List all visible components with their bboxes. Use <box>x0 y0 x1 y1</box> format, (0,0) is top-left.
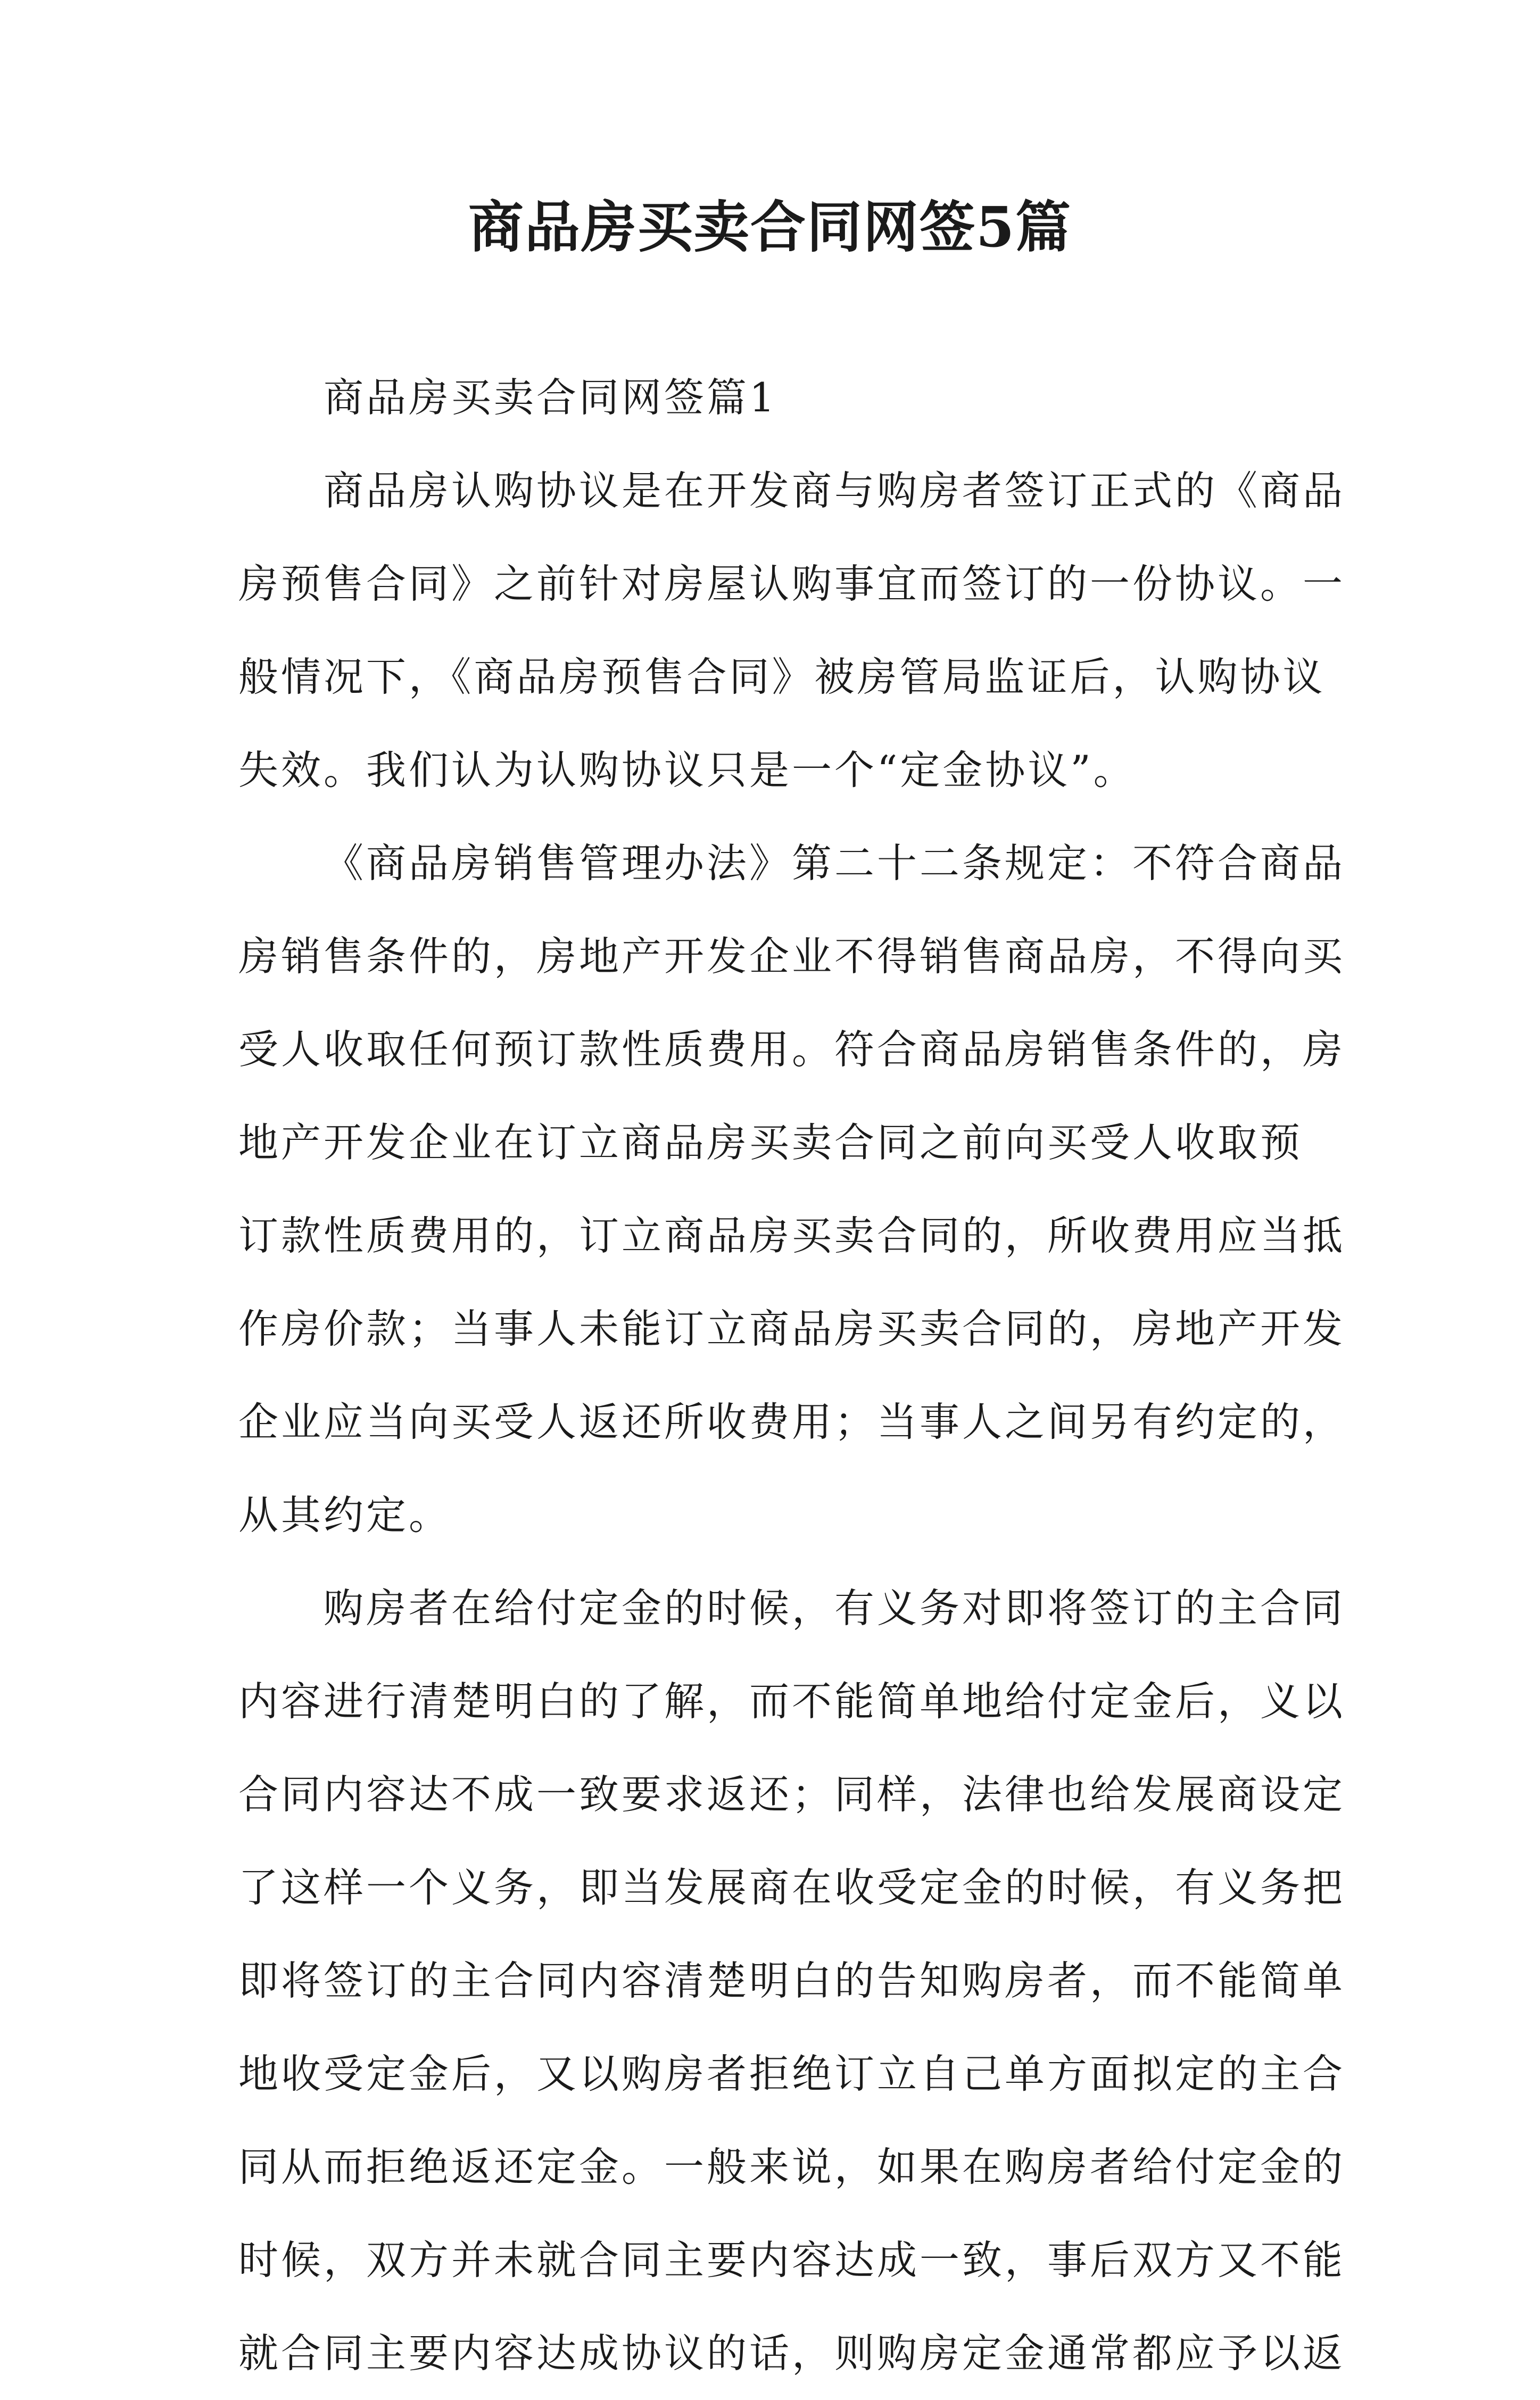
paragraph-line: 地收受定金后，又以购房者拒绝订立自己单方面拟定的主合 <box>238 2050 1346 2097</box>
paragraph-line: 购房者在给付定金的时候，有义务对即将签订的主合同 <box>324 1585 1346 1632</box>
document-title: 商品房买卖合同网签5篇 <box>468 194 1072 260</box>
paragraph-line: 企业应当向买受人返还所收费用；当事人之间另有约定的， <box>238 1398 1346 1445</box>
paragraph-line: 房销售条件的，房地产开发企业不得销售商品房，不得向买 <box>238 933 1346 980</box>
paragraph-3 <box>238 1562 1346 2400</box>
paragraph-line: 《商品房销售管理办法》第二十二条规定：不符合商品 <box>324 840 1346 887</box>
paragraph-line: 房预售合同》之前针对房屋认购事宜而签订的一份协议。一 <box>238 560 1346 607</box>
paragraph-line: 从其约定。 <box>238 1492 452 1538</box>
paragraph-line: 了这样一个义务，即当发展商在收受定金的时候，有义务把 <box>238 1864 1346 1911</box>
paragraph-line: 般情况下，《商品房预售合同》被房管局监证后，认购协议 <box>238 653 1326 700</box>
paragraph-line: 内容进行清楚明白的了解，而不能简单地给付定金后，义以 <box>238 1678 1346 1725</box>
paragraph-1 <box>238 444 1346 817</box>
paragraph-line: 时候，双方并未就合同主要内容达成一致，事后双方又不能 <box>238 2237 1346 2283</box>
section-heading-text: 商品房买卖合同网签篇1 <box>324 374 777 421</box>
paragraph-line: 订款性质费用的，订立商品房买卖合同的，所收费用应当抵 <box>238 1212 1346 1259</box>
paragraph-line: 同从而拒绝返还定金。一般来说，如果在购房者给付定金的 <box>238 2144 1346 2190</box>
paragraph-line: 商品房认购协议是在开发商与购房者签订正式的《商品 <box>324 467 1346 514</box>
section-heading <box>238 351 1322 444</box>
document-body <box>238 351 1346 2400</box>
paragraph-line: 即将签订的主合同内容清楚明白的告知购房者，而不能简单 <box>238 1957 1346 2004</box>
paragraph-line: 失效。我们认为认购协议只是一个“定金协议”。 <box>238 747 1136 793</box>
paragraph-2 <box>238 817 1346 1562</box>
paragraph-line: 就合同主要内容达成协议的话，则购房定金通常都应予以返 <box>238 2330 1346 2377</box>
paragraph-line: 地产开发企业在订立商品房买卖合同之前向买受人收取预 <box>238 1119 1303 1166</box>
paragraph-line: 合同内容达不成一致要求返还；同样，法律也给发展商设定 <box>238 1771 1346 1818</box>
paragraph-line: 作房价款；当事人未能订立商品房买卖合同的，房地产开发 <box>238 1305 1346 1352</box>
paragraph-line: 受人收取任何预订款性质费用。符合商品房销售条件的，房 <box>238 1026 1346 1073</box>
